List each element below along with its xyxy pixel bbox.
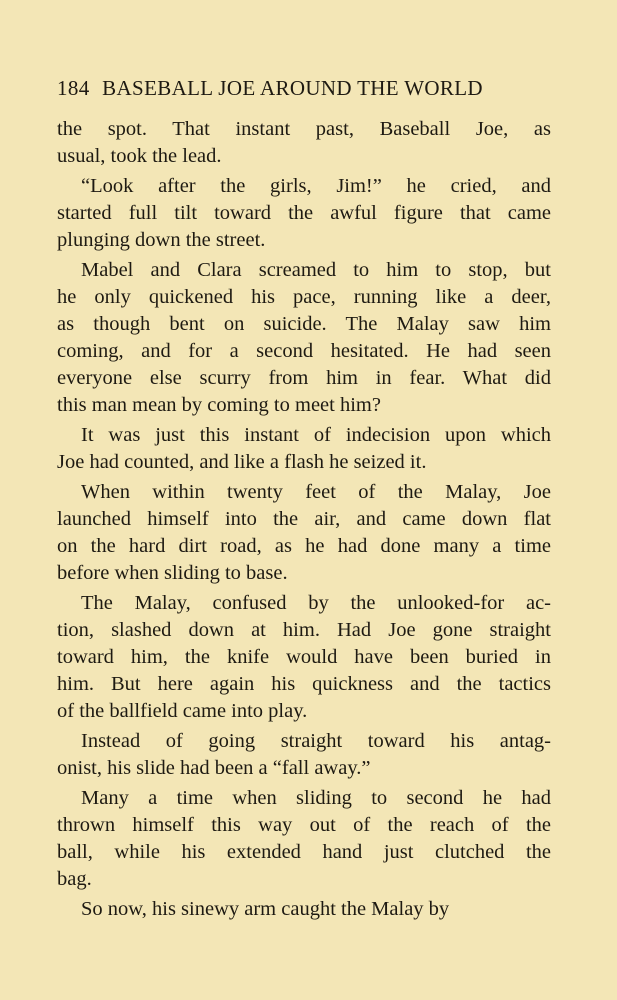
- text-line: tion, slashed down at him. Had Joe gone straight: [57, 619, 551, 641]
- text-line: plunging down the street.: [57, 229, 266, 251]
- paragraph: [57, 257, 551, 419]
- text-line: When within twenty feet of the Malay, Joe: [81, 481, 551, 503]
- paragraph: [57, 116, 551, 170]
- text-line: launched himself into the air, and came down flat: [57, 508, 551, 530]
- text-line: So now, his sinewy arm caught the Malay by: [81, 898, 450, 920]
- text-line: as though bent on suicide. The Malay saw him: [57, 313, 551, 335]
- text-line: bag.: [57, 868, 92, 890]
- text-line: Many a time when sliding to second he had: [81, 787, 551, 809]
- paragraph: [57, 173, 551, 254]
- text-line: usual, took the lead.: [57, 145, 222, 167]
- text-line: toward him, the knife would have been buried in: [57, 646, 551, 668]
- text-line: Instead of going straight toward his antag-: [81, 730, 551, 752]
- paragraph: [57, 590, 551, 725]
- text-line: Joe had counted, and like a flash he seized it.: [57, 451, 427, 473]
- body-text: [57, 116, 551, 926]
- paragraph: [57, 785, 551, 893]
- paragraph: [57, 479, 551, 587]
- paragraph: [57, 728, 551, 782]
- text-line: ball, while his extended hand just clutched the: [57, 841, 551, 863]
- text-line: the spot. That instant past, Baseball Joe, as: [57, 118, 551, 140]
- text-line: he only quickened his pace, running like a deer,: [57, 286, 551, 308]
- text-line: before when sliding to base.: [57, 562, 288, 584]
- text-line: thrown himself this way out of the reach of the: [57, 814, 551, 836]
- text-line: It was just this instant of indecision upon which: [81, 424, 551, 446]
- page-number: 184: [57, 76, 90, 100]
- text-line: everyone else scurry from him in fear. What did: [57, 367, 551, 389]
- text-line: “Look after the girls, Jim!” he cried, and: [81, 175, 551, 197]
- paragraph: [57, 896, 551, 923]
- running-title: BASEBALL JOE AROUND THE WORLD: [102, 76, 483, 100]
- text-line: onist, his slide had been a “fall away.”: [57, 757, 371, 779]
- text-line: The Malay, confused by the unlooked-for ac-: [81, 592, 551, 614]
- text-line: Mabel and Clara screamed to him to stop, but: [81, 259, 551, 281]
- text-line: coming, and for a second hesitated. He had seen: [57, 340, 551, 362]
- text-line: on the hard dirt road, as he had done many a time: [57, 535, 551, 557]
- text-line: of the ballfield came into play.: [57, 700, 308, 722]
- text-line: this man mean by coming to meet him?: [57, 394, 381, 416]
- running-header: [57, 76, 551, 102]
- paragraph: [57, 422, 551, 476]
- text-line: started full tilt toward the awful figure that came: [57, 202, 551, 224]
- text-line: him. But here again his quickness and the tactics: [57, 673, 551, 695]
